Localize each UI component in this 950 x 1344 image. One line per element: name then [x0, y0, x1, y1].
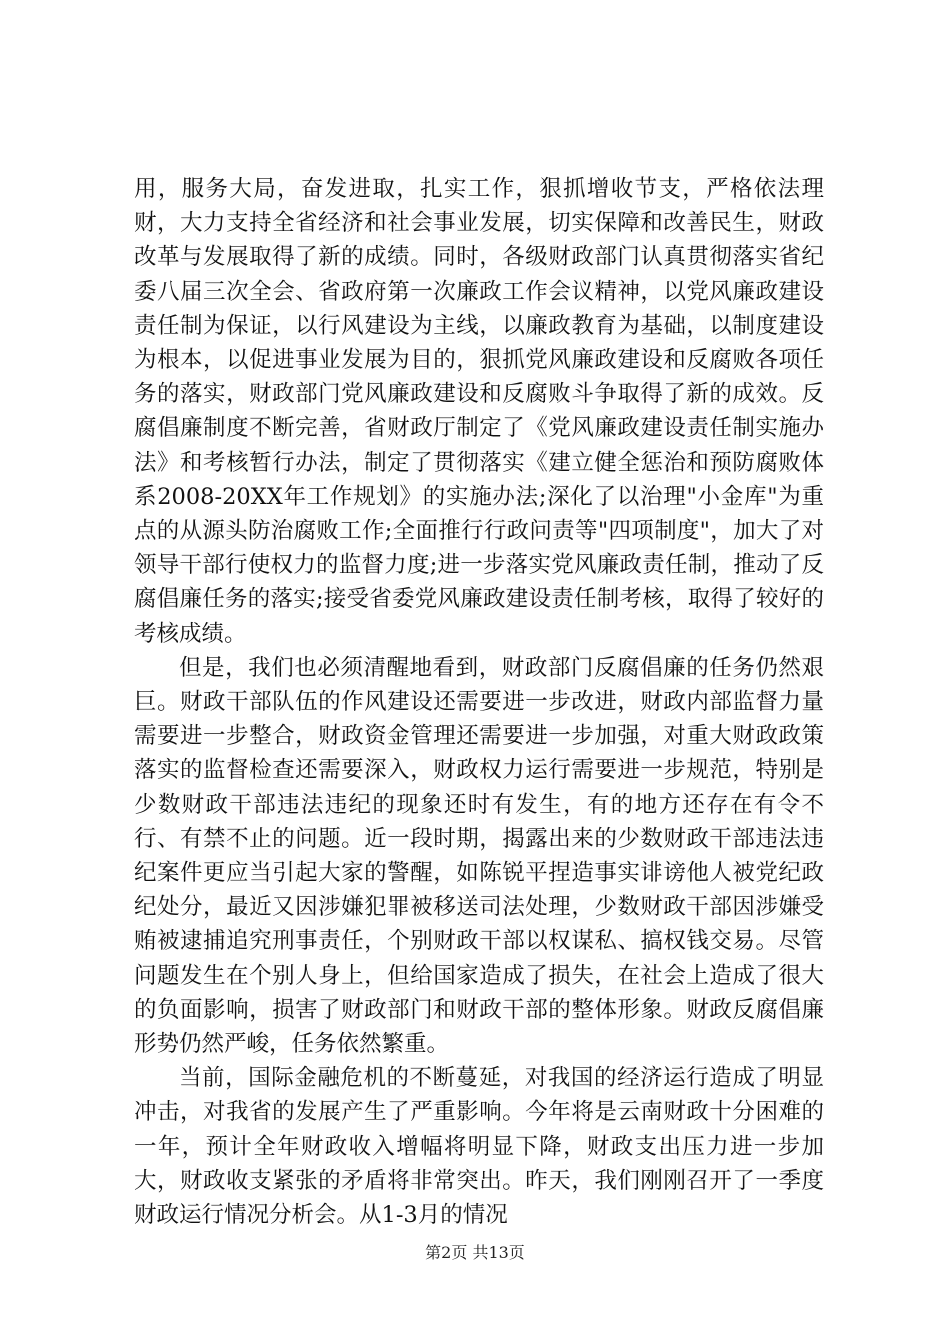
paragraph-2: 但是，我们也必须清醒地看到，财政部门反腐倡廉的任务仍然艰巨。财政干部队伍的作风建设还需要进一步改进，财政内部监督力量需要进一步整合，财政资金管理还需要进一步加强，对重大财政政策落实的监督检查还需要深入，财政权力运行需要进一步规范，特别是少数财政干部违法违纪的现象还时有发生，有的地方还存在有令不行、有禁不止的问题。近一段时期，揭露出来的少数财政干部违法违纪案件更应当引起大家的警醒，如陈锐平捏造事实诽谤他人被党纪政纪处分，最近又因涉嫌犯罪被移送司法处理，少数财政干部因涉嫌受贿被逮捕追究刑事责任，个别财政干部以权谋私、搞权钱交易。尽管问题发生在个别人身上，但给国家造成了损失，在社会上造成了很大的负面影响，损害了财政部门和财政干部的整体形象。财政反腐倡廉形势仍然严峻，任务依然繁重。 [134, 654, 824, 1058]
paragraph-1: 用，服务大局，奋发进取，扎实工作，狠抓增收节支，严格依法理财，大力支持全省经济和社会事业发展，切实保障和改善民生，财政改革与发展取得了新的成绩。同时，各级财政部门认真贯彻落实省纪委八届三次全会、省政府第一次廉政工作会议精神，以党风廉政建设责任制为保证，以行风建设为主线，以廉政教育为基础，以制度建设为根本，以促进事业发展为目的，狠抓党风廉政建设和反腐败各项任务的落实，财政部门党风廉政建设和反腐败斗争取得了新的成效。反腐倡廉制度不断完善，省财政厅制定了《党风廉政建设责任制实施办法》和考核暂行办法，制定了贯彻落实《建立健全惩治和预防腐败体系2008-20XX年工作规划》的实施办法;深化了以治理"小金库"为重点的从源头防治腐败工作;全面推行行政问责等"四项制度"，加大了对领导干部行使权力的监督力度;进一步落实党风廉政责任制，推动了反腐倡廉任务的落实;接受省委党风廉政建设责任制考核，取得了较好的考核成绩。 [134, 176, 824, 647]
paragraph-3: 当前，国际金融危机的不断蔓延，对我国的经济运行造成了明显冲击，对我省的发展产生了严重影响。今年将是云南财政十分困难的一年，预计全年财政收入增幅将明显下降，财政支出压力进一步加大，财政收支紧张的矛盾将非常突出。昨天，我们刚刚召开了一季度财政运行情况分析会。从1-3月的情况 [134, 1065, 824, 1229]
page-number-footer: 第2页 共13页 [425, 1243, 525, 1262]
document-body [134, 172, 824, 1232]
